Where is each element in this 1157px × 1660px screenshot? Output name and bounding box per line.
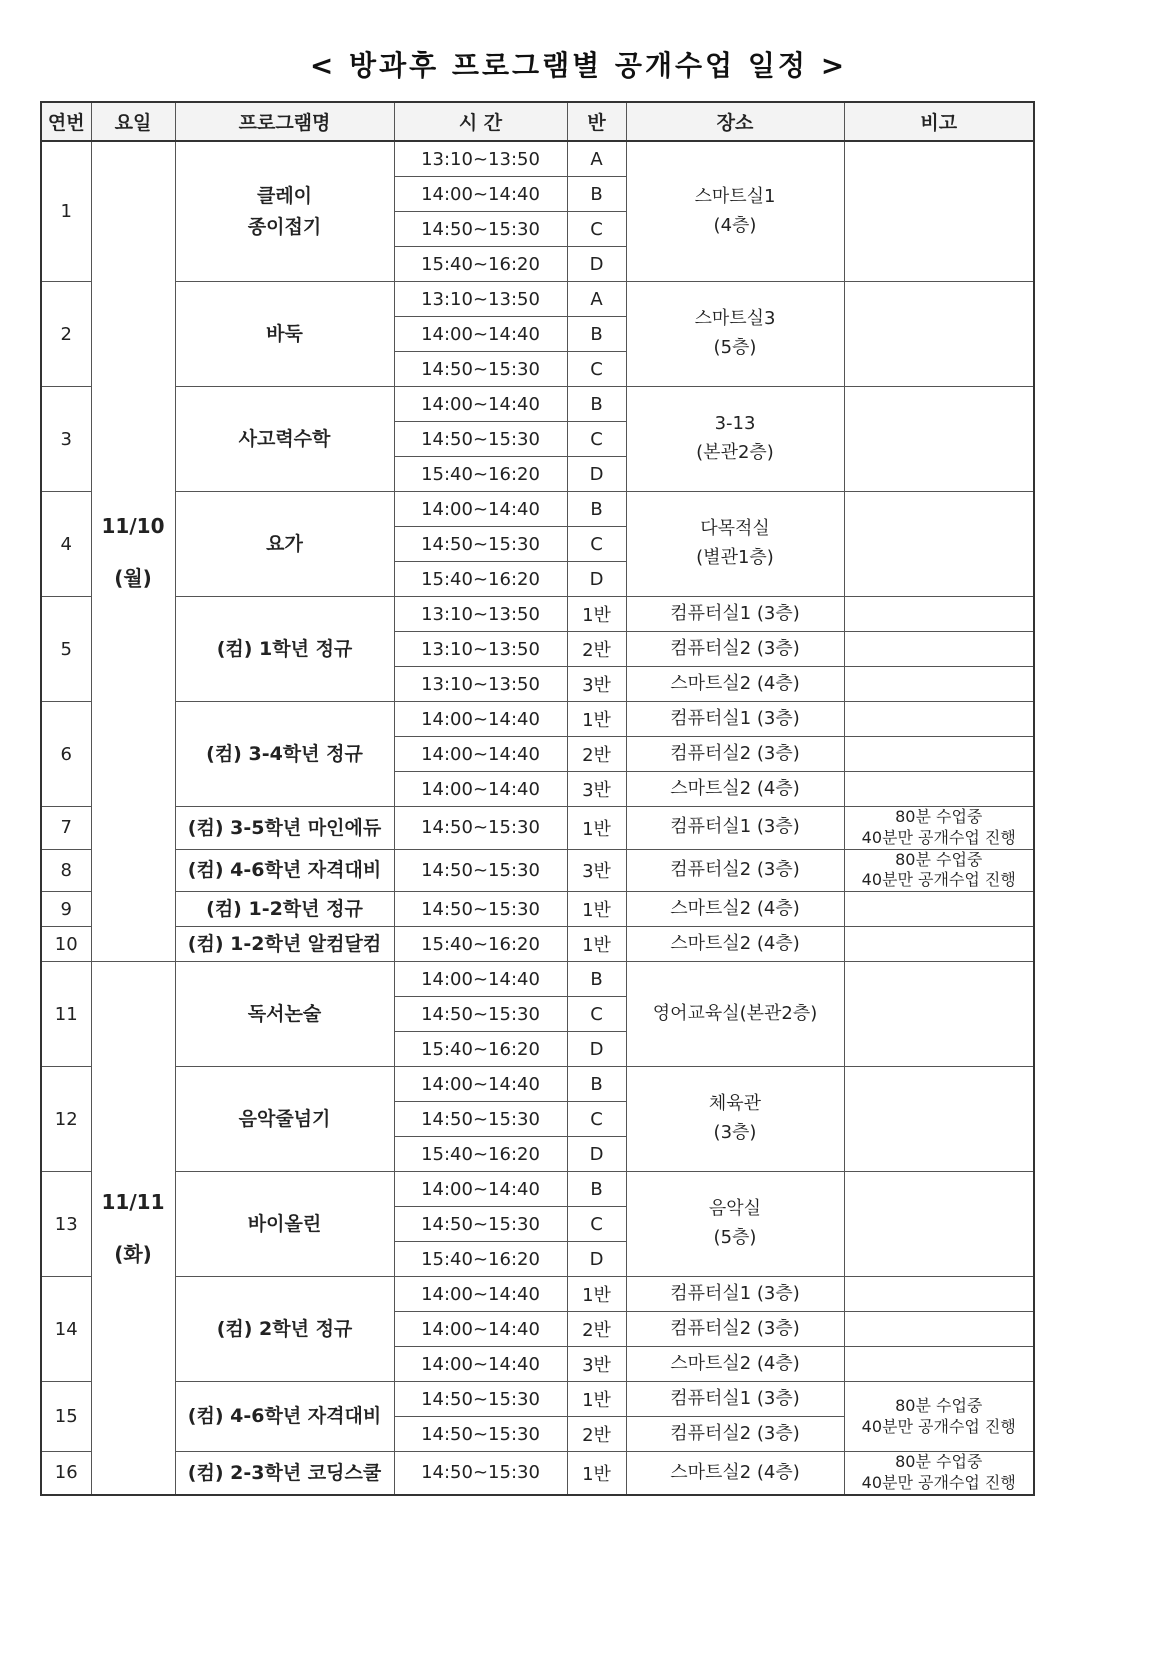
class-label: 1반 bbox=[567, 1277, 626, 1312]
class-label: 1반 bbox=[567, 1452, 626, 1495]
program-name: (컴) 1-2학년 정규 bbox=[175, 892, 394, 927]
note-empty bbox=[844, 282, 1034, 387]
time-slot: 14:50~15:30 bbox=[394, 1382, 567, 1417]
table-row bbox=[41, 282, 1034, 317]
table-row bbox=[41, 1067, 1034, 1102]
note-empty bbox=[844, 492, 1034, 597]
class-label: B bbox=[567, 962, 626, 997]
time-slot: 14:00~14:40 bbox=[394, 492, 567, 527]
program-name: 바둑 bbox=[175, 282, 394, 387]
header-row bbox=[41, 102, 1034, 141]
table-row bbox=[41, 849, 1034, 892]
time-slot: 13:10~13:50 bbox=[394, 597, 567, 632]
time-slot: 14:50~15:30 bbox=[394, 1102, 567, 1137]
class-label: 1반 bbox=[567, 702, 626, 737]
place-label: 체육관 (3층) bbox=[626, 1067, 844, 1172]
place-label: 스마트실2 (4층) bbox=[626, 1452, 844, 1495]
place-label: 스마트실1 (4층) bbox=[626, 141, 844, 282]
class-label: B bbox=[567, 492, 626, 527]
note-empty bbox=[844, 1277, 1034, 1312]
place-label: 컴퓨터실1 (3층) bbox=[626, 702, 844, 737]
time-slot: 14:50~15:30 bbox=[394, 422, 567, 457]
class-label: D bbox=[567, 457, 626, 492]
table-row bbox=[41, 492, 1034, 527]
day-label: 11/11 (화) bbox=[91, 962, 175, 1495]
class-label: 1반 bbox=[567, 927, 626, 962]
class-label: B bbox=[567, 387, 626, 422]
place-label: 컴퓨터실2 (3층) bbox=[626, 632, 844, 667]
class-label: D bbox=[567, 1242, 626, 1277]
time-slot: 13:10~13:50 bbox=[394, 632, 567, 667]
note-empty bbox=[844, 1172, 1034, 1277]
place-label: 컴퓨터실2 (3층) bbox=[626, 1417, 844, 1452]
time-slot: 14:00~14:40 bbox=[394, 737, 567, 772]
note-empty bbox=[844, 892, 1034, 927]
program-name: (컴) 1학년 정규 bbox=[175, 597, 394, 702]
class-label: C bbox=[567, 1207, 626, 1242]
note-empty bbox=[844, 737, 1034, 772]
schedule-body bbox=[41, 141, 1034, 1495]
place-label: 컴퓨터실1 (3층) bbox=[626, 597, 844, 632]
time-slot: 15:40~16:20 bbox=[394, 1032, 567, 1067]
table-row bbox=[41, 807, 1034, 850]
place-label: 컴퓨터실2 (3층) bbox=[626, 849, 844, 892]
note-empty bbox=[844, 387, 1034, 492]
row-number: 10 bbox=[41, 927, 91, 962]
note-empty bbox=[844, 141, 1034, 282]
time-slot: 14:50~15:30 bbox=[394, 1417, 567, 1452]
header-note: 비고 bbox=[844, 102, 1034, 141]
place-label: 스마트실2 (4층) bbox=[626, 892, 844, 927]
row-number: 16 bbox=[41, 1452, 91, 1495]
class-label: 1반 bbox=[567, 597, 626, 632]
place-label: 영어교육실(본관2층) bbox=[626, 962, 844, 1067]
note-empty bbox=[844, 1312, 1034, 1347]
program-name: 클레이 종이접기 bbox=[175, 141, 394, 282]
time-slot: 15:40~16:20 bbox=[394, 457, 567, 492]
class-label: 3반 bbox=[567, 667, 626, 702]
time-slot: 14:50~15:30 bbox=[394, 892, 567, 927]
time-slot: 14:00~14:40 bbox=[394, 317, 567, 352]
time-slot: 14:00~14:40 bbox=[394, 1067, 567, 1102]
class-label: 2반 bbox=[567, 1312, 626, 1347]
header-time: 시 간 bbox=[394, 102, 567, 141]
note-empty bbox=[844, 927, 1034, 962]
time-slot: 14:00~14:40 bbox=[394, 772, 567, 807]
page-title: < 방과후 프로그램별 공개수업 일정 > bbox=[309, 49, 848, 82]
table-row bbox=[41, 962, 1034, 997]
time-slot: 14:00~14:40 bbox=[394, 702, 567, 737]
time-slot: 14:00~14:40 bbox=[394, 1312, 567, 1347]
time-slot: 14:50~15:30 bbox=[394, 1207, 567, 1242]
program-name: (컴) 3-5학년 마인에듀 bbox=[175, 807, 394, 850]
note-empty bbox=[844, 1067, 1034, 1172]
time-slot: 14:50~15:30 bbox=[394, 807, 567, 850]
class-label: C bbox=[567, 212, 626, 247]
header-place: 장소 bbox=[626, 102, 844, 141]
note-empty bbox=[844, 1347, 1034, 1382]
header-day: 요일 bbox=[91, 102, 175, 141]
place-label: 다목적실 (별관1층) bbox=[626, 492, 844, 597]
time-slot: 14:50~15:30 bbox=[394, 849, 567, 892]
class-label: C bbox=[567, 422, 626, 457]
row-number: 12 bbox=[41, 1067, 91, 1172]
class-label: A bbox=[567, 282, 626, 317]
program-name: 음악줄넘기 bbox=[175, 1067, 394, 1172]
class-label: 1반 bbox=[567, 807, 626, 850]
class-label: 1반 bbox=[567, 1382, 626, 1417]
time-slot: 14:00~14:40 bbox=[394, 177, 567, 212]
note-text: 80분 수업중 40분만 공개수업 진행 bbox=[844, 849, 1034, 892]
table-row bbox=[41, 1277, 1034, 1312]
class-label: 3반 bbox=[567, 772, 626, 807]
place-label: 컴퓨터실2 (3층) bbox=[626, 737, 844, 772]
time-slot: 14:50~15:30 bbox=[394, 352, 567, 387]
note-empty bbox=[844, 962, 1034, 1067]
time-slot: 13:10~13:50 bbox=[394, 282, 567, 317]
program-name: 사고력수학 bbox=[175, 387, 394, 492]
class-label: 1반 bbox=[567, 892, 626, 927]
table-row bbox=[41, 1382, 1034, 1417]
place-label: 스마트실2 (4층) bbox=[626, 667, 844, 702]
class-label: B bbox=[567, 177, 626, 212]
time-slot: 15:40~16:20 bbox=[394, 1137, 567, 1172]
table-row bbox=[41, 597, 1034, 632]
header-no: 연번 bbox=[41, 102, 91, 141]
class-label: C bbox=[567, 1102, 626, 1137]
program-name: 바이올린 bbox=[175, 1172, 394, 1277]
row-number: 1 bbox=[41, 141, 91, 282]
time-slot: 13:10~13:50 bbox=[394, 667, 567, 702]
row-number: 7 bbox=[41, 807, 91, 850]
note-empty bbox=[844, 632, 1034, 667]
table-row bbox=[41, 141, 1034, 177]
row-number: 6 bbox=[41, 702, 91, 807]
class-label: 2반 bbox=[567, 1417, 626, 1452]
header-program: 프로그램명 bbox=[175, 102, 394, 141]
note-text: 80분 수업중 40분만 공개수업 진행 bbox=[844, 1382, 1034, 1452]
program-name: 요가 bbox=[175, 492, 394, 597]
class-label: A bbox=[567, 141, 626, 177]
class-label: 2반 bbox=[567, 737, 626, 772]
row-number: 13 bbox=[41, 1172, 91, 1277]
time-slot: 14:50~15:30 bbox=[394, 212, 567, 247]
header-class: 반 bbox=[567, 102, 626, 141]
place-label: 컴퓨터실1 (3층) bbox=[626, 1277, 844, 1312]
time-slot: 14:50~15:30 bbox=[394, 1452, 567, 1495]
table-row bbox=[41, 1172, 1034, 1207]
time-slot: 14:50~15:30 bbox=[394, 527, 567, 562]
note-text: 80분 수업중 40분만 공개수업 진행 bbox=[844, 1452, 1034, 1495]
schedule-table bbox=[40, 101, 1035, 1496]
program-name: (컴) 1-2학년 알컴달컴 bbox=[175, 927, 394, 962]
table-row bbox=[41, 387, 1034, 422]
row-number: 4 bbox=[41, 492, 91, 597]
time-slot: 15:40~16:20 bbox=[394, 247, 567, 282]
place-label: 스마트실3 (5층) bbox=[626, 282, 844, 387]
place-label: 컴퓨터실1 (3층) bbox=[626, 807, 844, 850]
place-label: 스마트실2 (4층) bbox=[626, 1347, 844, 1382]
time-slot: 14:00~14:40 bbox=[394, 1347, 567, 1382]
program-name: (컴) 4-6학년 자격대비 bbox=[175, 1382, 394, 1452]
place-label: 3-13 (본관2층) bbox=[626, 387, 844, 492]
program-name: (컴) 2-3학년 코딩스쿨 bbox=[175, 1452, 394, 1495]
place-label: 스마트실2 (4층) bbox=[626, 927, 844, 962]
time-slot: 15:40~16:20 bbox=[394, 562, 567, 597]
place-label: 스마트실2 (4층) bbox=[626, 772, 844, 807]
place-label: 음악실 (5층) bbox=[626, 1172, 844, 1277]
time-slot: 14:00~14:40 bbox=[394, 387, 567, 422]
time-slot: 15:40~16:20 bbox=[394, 927, 567, 962]
time-slot: 14:50~15:30 bbox=[394, 997, 567, 1032]
time-slot: 15:40~16:20 bbox=[394, 1242, 567, 1277]
class-label: C bbox=[567, 527, 626, 562]
row-number: 2 bbox=[41, 282, 91, 387]
note-empty bbox=[844, 597, 1034, 632]
program-name: (컴) 2학년 정규 bbox=[175, 1277, 394, 1382]
table-row bbox=[41, 702, 1034, 737]
table-row bbox=[41, 1452, 1034, 1495]
program-name: (컴) 3-4학년 정규 bbox=[175, 702, 394, 807]
class-label: B bbox=[567, 317, 626, 352]
row-number: 11 bbox=[41, 962, 91, 1067]
row-number: 5 bbox=[41, 597, 91, 702]
note-text: 80분 수업중 40분만 공개수업 진행 bbox=[844, 807, 1034, 850]
class-label: B bbox=[567, 1172, 626, 1207]
day-label: 11/10 (월) bbox=[91, 141, 175, 962]
place-label: 컴퓨터실2 (3층) bbox=[626, 1312, 844, 1347]
class-label: C bbox=[567, 997, 626, 1032]
class-label: B bbox=[567, 1067, 626, 1102]
row-number: 3 bbox=[41, 387, 91, 492]
class-label: D bbox=[567, 562, 626, 597]
time-slot: 13:10~13:50 bbox=[394, 141, 567, 177]
time-slot: 14:00~14:40 bbox=[394, 962, 567, 997]
table-row bbox=[41, 892, 1034, 927]
class-label: D bbox=[567, 247, 626, 282]
class-label: D bbox=[567, 1032, 626, 1067]
row-number: 15 bbox=[41, 1382, 91, 1452]
time-slot: 14:00~14:40 bbox=[394, 1277, 567, 1312]
class-label: 3반 bbox=[567, 1347, 626, 1382]
row-number: 8 bbox=[41, 849, 91, 892]
row-number: 14 bbox=[41, 1277, 91, 1382]
time-slot: 14:00~14:40 bbox=[394, 1172, 567, 1207]
row-number: 9 bbox=[41, 892, 91, 927]
program-name: 독서논술 bbox=[175, 962, 394, 1067]
place-label: 컴퓨터실1 (3층) bbox=[626, 1382, 844, 1417]
note-empty bbox=[844, 667, 1034, 702]
class-label: C bbox=[567, 352, 626, 387]
table-row bbox=[41, 927, 1034, 962]
class-label: D bbox=[567, 1137, 626, 1172]
class-label: 3반 bbox=[567, 849, 626, 892]
note-empty bbox=[844, 772, 1034, 807]
program-name: (컴) 4-6학년 자격대비 bbox=[175, 849, 394, 892]
class-label: 2반 bbox=[567, 632, 626, 667]
note-empty bbox=[844, 702, 1034, 737]
